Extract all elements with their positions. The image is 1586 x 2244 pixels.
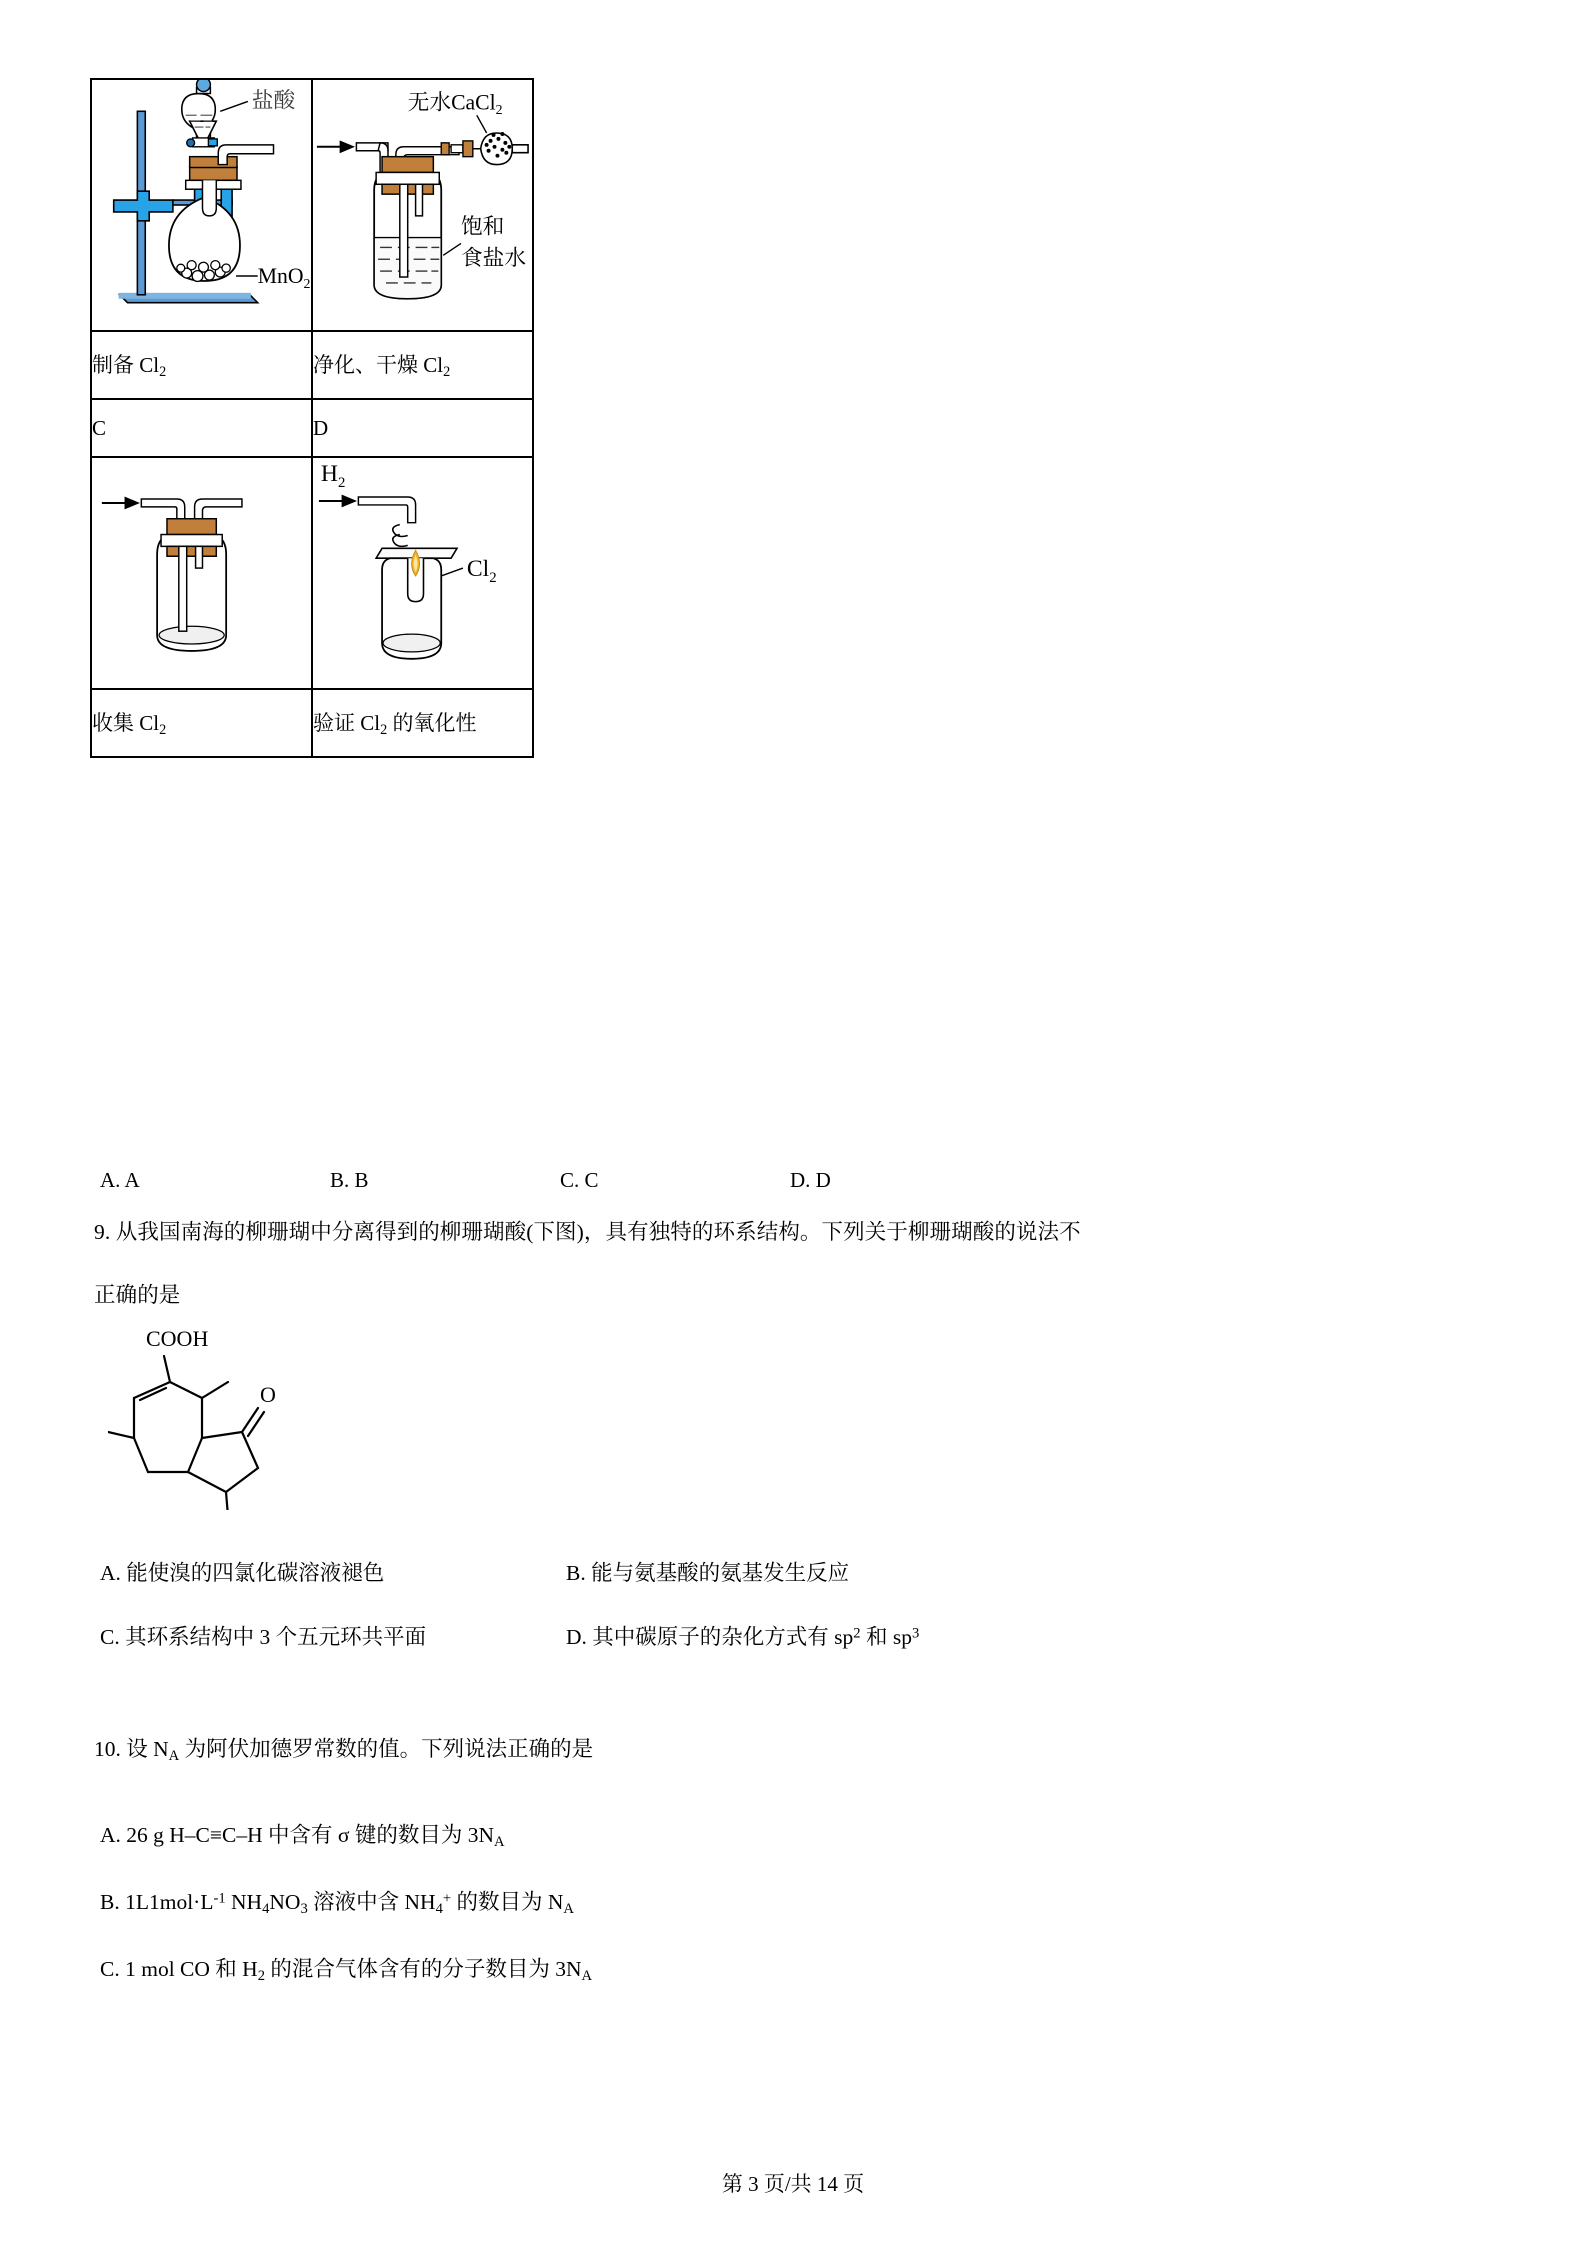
- q10-a-sub: A: [494, 1834, 505, 1851]
- table-row-figures-cd: [91, 457, 533, 689]
- q10-b-sub4: A: [563, 1901, 574, 1918]
- question-9-stem-line1: 9. 从我国南海的柳珊瑚中分离得到的柳珊瑚酸(下图)，具有独特的环系结构。下列关于柳珊瑚酸的说法不: [94, 1220, 1081, 1244]
- svg-text:无水CaCl2: 无水CaCl$_2$: [407, 90, 503, 118]
- q9-d-pre: D. 其中碳原子的杂化方式有 sp: [566, 1625, 854, 1649]
- caption-b-sub: 2: [443, 363, 451, 380]
- svg-text:盐酸: 盐酸: [251, 88, 296, 113]
- oxygen-label: O: [260, 1382, 276, 1407]
- q10-c-label: C.: [100, 1957, 120, 1981]
- caption-d-sub: 2: [380, 721, 388, 738]
- choice-b[interactable]: B. B: [330, 1168, 369, 1192]
- gorgonian-acid-structure-diagram: [108, 1320, 378, 1510]
- q10-a-triple: ≡: [209, 1823, 223, 1847]
- table-row-captions-ab: [91, 331, 533, 399]
- svg-text:饱和: 饱和: [460, 214, 505, 239]
- gas-washing-drying-apparatus-icon: [313, 80, 532, 330]
- svg-text:MnO2: MnO$_2$: [257, 263, 311, 291]
- cell-figure-d: [312, 457, 533, 689]
- choice-d[interactable]: D. D: [790, 1168, 831, 1192]
- q10-stem-sub: A: [168, 1748, 180, 1765]
- choice-a[interactable]: A. A: [100, 1168, 140, 1192]
- q10-b-p1: 1L1mol·L: [125, 1890, 214, 1914]
- q10-stem-pre: 10. 设 N: [94, 1737, 169, 1761]
- q10-a-p1: 26 g H–C: [126, 1823, 210, 1847]
- q10-stem-post: 为阿伏加德罗常数的值。下列说法正确的是: [179, 1737, 594, 1761]
- caption-b: [312, 331, 533, 399]
- caption-c: [91, 689, 312, 757]
- apparatus-comparison-table: [90, 78, 534, 758]
- letter-c: C: [91, 399, 312, 457]
- svg-text:H2: $H_2$: [320, 461, 346, 492]
- letter-d: D: [312, 399, 533, 457]
- page-footer: 第 3 页/共 14 页: [721, 2172, 865, 2196]
- cell-figure-b: [312, 79, 533, 331]
- q10-c-p2: 的混合气体含有的分子数目为 3N: [265, 1957, 582, 1981]
- caption-d-post: 的氧化性: [387, 711, 477, 735]
- q10-b-p3: NO: [269, 1890, 301, 1914]
- question-9-stem-line2: 正确的是: [94, 1283, 181, 1307]
- question-10-option-b[interactable]: [100, 1885, 574, 1918]
- caption-c-pre: 收集 Cl: [92, 711, 160, 735]
- q9-d-mid: 和 sp: [860, 1625, 912, 1649]
- cell-figure-a: [91, 79, 312, 331]
- question-9-option-a[interactable]: A. 能使溴的四氯化碳溶液褪色: [100, 1561, 385, 1585]
- q10-b-sub2: 3: [300, 1901, 308, 1918]
- table-row-letters-cd: [91, 399, 533, 457]
- table-row-figures-ab: [91, 79, 533, 331]
- caption-a: [91, 331, 312, 399]
- svg-text:Cl2: $Cl_2$: [466, 555, 497, 586]
- svg-text:食盐水: 食盐水: [460, 246, 527, 271]
- table-row-captions-cd: [91, 689, 533, 757]
- cell-figure-c: [91, 457, 312, 689]
- q10-c-sub2: A: [581, 1968, 593, 1985]
- q10-a-label: A.: [100, 1823, 121, 1847]
- q10-b-sup1: -1: [213, 1890, 226, 1907]
- q9-d-sup1: 2: [853, 1625, 861, 1642]
- caption-c-sub: 2: [159, 721, 167, 738]
- question-10-stem: [94, 1732, 593, 1765]
- gas-collection-bottle-icon: [92, 458, 311, 688]
- choice-c[interactable]: C. C: [560, 1168, 599, 1192]
- q10-a-p2: C–H 中含有 σ 键的数目为 3N: [222, 1823, 495, 1847]
- cooh-label: COOH: [146, 1326, 209, 1351]
- chlorine-generation-apparatus-icon: [92, 80, 311, 330]
- caption-b-pre: 净化、干燥 Cl: [313, 353, 444, 377]
- q9-d-sup2: 3: [911, 1625, 920, 1642]
- q10-b-sup2: +: [442, 1890, 452, 1907]
- q10-b-p4: 溶液中含 NH: [307, 1890, 436, 1914]
- question-9-option-d[interactable]: [566, 1620, 919, 1651]
- caption-d: [312, 689, 533, 757]
- q10-b-label: B.: [100, 1890, 120, 1914]
- question-10-option-c[interactable]: [100, 1952, 592, 1985]
- q10-b-p2: NH: [225, 1890, 263, 1914]
- question-9-option-b[interactable]: B. 能与氨基酸的氨基发生反应: [566, 1561, 850, 1585]
- caption-a-pre: 制备 Cl: [92, 353, 160, 377]
- hydrogen-burning-in-chlorine-icon: [313, 458, 532, 688]
- question-9-option-c[interactable]: C. 其环系结构中 3 个五元环共平面: [100, 1625, 427, 1649]
- caption-d-pre: 验证 Cl: [313, 711, 381, 735]
- q10-b-sub1: 4: [262, 1901, 270, 1918]
- q10-c-p1: 1 mol CO 和 H: [125, 1957, 258, 1981]
- caption-a-sub: 2: [159, 363, 167, 380]
- q10-b-p5: 的数目为 N: [451, 1890, 564, 1914]
- q10-c-sub1: 2: [257, 1968, 265, 1985]
- q10-b-sub3: 4: [435, 1901, 443, 1918]
- question-10-option-a[interactable]: [100, 1818, 505, 1851]
